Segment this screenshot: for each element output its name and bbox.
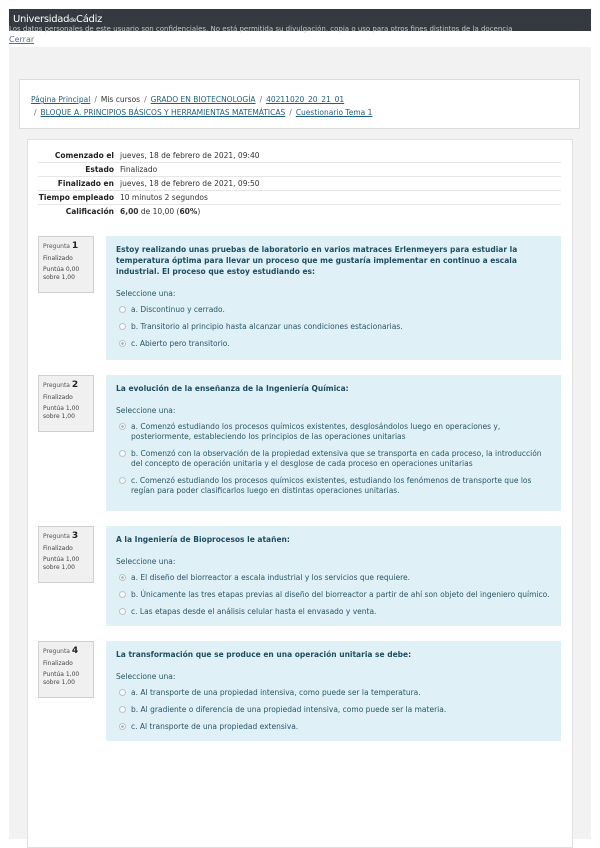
close-link[interactable]: Cerrar <box>9 35 35 44</box>
summary-row-time: Tiempo empleado 10 minutos 2 segundos <box>38 191 561 205</box>
breadcrumb-quiz-link[interactable]: Cuestionario Tema 1 <box>295 108 373 117</box>
answer-option[interactable]: b. Al gradiente o diferencia de una propiedad intensiva, como puede ser la materia. <box>116 705 551 715</box>
summary-row-state: Estado Finalizado <box>38 163 561 177</box>
attempt-summary-table <box>38 149 561 218</box>
answer-prompt: Seleccione una: <box>116 557 176 566</box>
radio-checked-icon <box>119 423 126 430</box>
question-info-2: Pregunta 2 Finalizado Puntúa 1,00 sobre 1,00 <box>38 375 94 432</box>
question-text: A la Ingeniería de Bioprocesos le atañen: <box>116 535 290 544</box>
answer-option[interactable]: b. Comenzó con la observación de la propiedad extensiva que se transporta en cada proceso, la introducción del concepto de operación unitaria y el desglose de cada proceso en operaciones unitarias <box>116 449 551 469</box>
breadcrumb: Página Principal / Mis cursos / GRADO EN BIOTECNOLOGÍA / 40211020_20_21_01 / BLOQUE A. PRINCIPIOS BÁSICOS Y HERRAMIENTAS MATEMÁTICAS / Cuestionario Tema 1 <box>19 79 580 129</box>
breadcrumb-course-link[interactable]: 40211020_20_21_01 <box>266 95 345 104</box>
summary-row-grade: Calificación 6,00 de 10,00 (60%) <box>38 205 561 219</box>
question-text: La transformación que se produce en una operación unitaria se debe: <box>116 650 412 659</box>
question-content-1 <box>106 236 561 360</box>
answer-prompt: Seleccione una: <box>116 406 176 415</box>
question-grade: Puntúa 1,00 sobre 1,00 <box>43 556 80 571</box>
answer-option[interactable]: a. Discontinuo y cerrado. <box>116 305 551 315</box>
answer-prompt: Seleccione una: <box>116 289 176 298</box>
breadcrumb-my-courses: Mis cursos <box>100 95 141 104</box>
breadcrumb-home-link[interactable]: Página Principal <box>31 95 91 104</box>
question-state: Finalizado <box>43 660 73 667</box>
breadcrumb-block-link[interactable]: BLOQUE A. PRINCIPIOS BÁSICOS Y HERRAMIENTAS MATEMÁTICAS <box>40 108 286 117</box>
radio-checked-icon <box>119 723 126 730</box>
answer-option[interactable]: c. Abierto pero transitorio. <box>116 339 551 349</box>
answer-prompt: Seleccione una: <box>116 672 176 681</box>
answer-option[interactable]: b. Únicamente las tres etapas previas al diseño del biorreactor a partir de ahí son objeto del ingeniero químico. <box>116 590 551 600</box>
question-state: Finalizado <box>43 255 73 262</box>
question-info-3: Pregunta 3 Finalizado Puntúa 1,00 sobre 1,00 <box>38 526 94 583</box>
answer-option[interactable]: a. Comenzó estudiando los procesos químicos existentes, desglosándolos luego en operaciones y, posteriormente, estableciendo los principios de las operaciones unitarias <box>116 422 551 442</box>
answer-option[interactable]: c. Comenzó estudiando los procesos químicos existentes, estudiando los fenómenos de transporte que los regían para poder clasificarlos luego en distintas operaciones unitarias. <box>116 476 551 496</box>
question-grade: Puntúa 1,00 sobre 1,00 <box>43 405 80 420</box>
summary-row-finished: Finalizado en jueves, 18 de febrero de 2021, 09:50 <box>38 177 561 191</box>
radio-icon <box>119 706 126 713</box>
question-content-4 <box>106 641 561 741</box>
question-grade: Puntúa 1,00 sobre 1,00 <box>43 671 80 686</box>
radio-checked-icon <box>119 340 126 347</box>
question-content-2 <box>106 375 561 511</box>
question-state: Finalizado <box>43 545 73 552</box>
question-text: La evolución de la enseñanza de la Ingeniería Química: <box>116 384 349 393</box>
question-info-4: Pregunta 4 Finalizado Puntúa 1,00 sobre 1,00 <box>38 641 94 698</box>
summary-row-started: Comenzado el jueves, 18 de febrero de 2021, 09:40 <box>54 151 260 160</box>
radio-icon <box>119 450 126 457</box>
faded-notice-text: Los datos personales de este usuario son confidenciales. No está permitida su divulgación, copia o uso para otros fines distintos de la docencia <box>9 25 513 33</box>
answer-option[interactable]: a. El diseño del biorreactor a escala industrial y los servicios que requiere. <box>116 573 551 583</box>
radio-icon <box>119 306 126 313</box>
question-content-3 <box>106 526 561 626</box>
question-grade: Puntúa 0,00 sobre 1,00 <box>43 266 80 281</box>
answer-option[interactable]: b. Transitorio al principio hasta alcanzar unas condiciones estacionarias. <box>116 322 551 332</box>
breadcrumb-degree-link[interactable]: GRADO EN BIOTECNOLOGÍA <box>150 95 256 104</box>
radio-icon <box>119 477 126 484</box>
radio-icon <box>119 323 126 330</box>
radio-icon <box>119 608 126 615</box>
university-logo[interactable]: UniversidaddeCádiz <box>13 14 103 25</box>
answer-option[interactable]: c. Al transporte de una propiedad extensiva. <box>116 722 551 732</box>
radio-icon <box>119 689 126 696</box>
question-state: Finalizado <box>43 394 73 401</box>
radio-checked-icon <box>119 574 126 581</box>
question-text: Estoy realizando unas pruebas de laboratorio en varios matraces Erlenmeyers para estudiar la temperatura óptima para llevar un proceso que me gustaría implementar en continuo a escala industrial. El proceso que estoy estudiando es: <box>116 245 518 276</box>
answer-option[interactable]: a. Al transporte de una propiedad intensiva, como puede ser la temperatura. <box>116 688 551 698</box>
question-info-1: Pregunta 1 Finalizado Puntúa 0,00 sobre 1,00 <box>38 236 94 293</box>
radio-icon <box>119 591 126 598</box>
answer-option[interactable]: c. Las etapas desde el análisis celular hasta el envasado y venta. <box>116 607 551 617</box>
